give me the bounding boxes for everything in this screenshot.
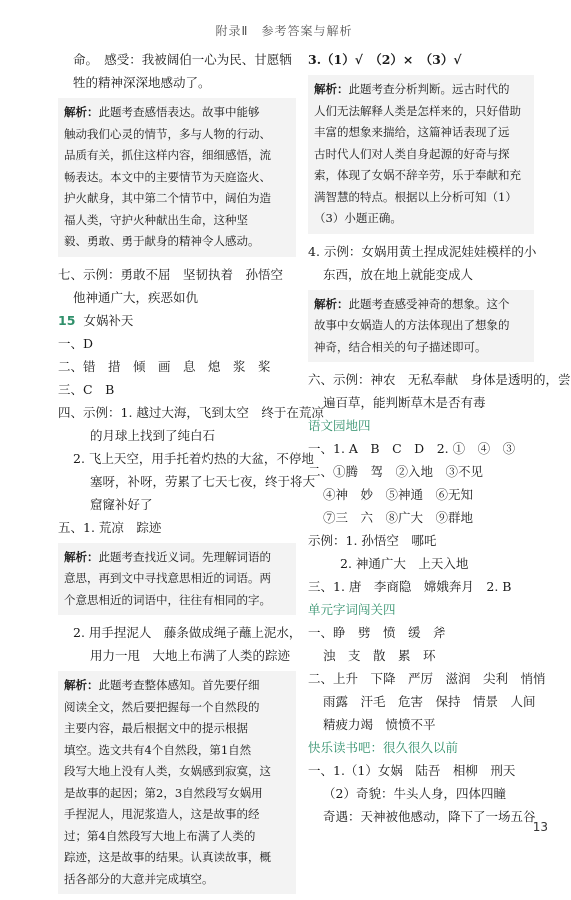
lesson-heading (58, 309, 296, 332)
text-line: 二、①腾 驾 ②入地 ③不见 (308, 464, 484, 479)
text-line: 命。 感受：我被阔伯一心为民、甘愿牺 (73, 52, 292, 67)
text-line: 解析：此题考查找近义词。先理解词语的 (64, 549, 271, 564)
text-line: 阅读全文，然后要把握每一个自然段的 (64, 699, 260, 714)
analysis-box (58, 671, 296, 894)
text-line: 牲的精神深深地感动了。 (73, 75, 211, 90)
text-line: 古时代人们对人类自身起源的好奇与探 (314, 146, 510, 161)
text-line: 解析：此题考查感受神奇的想象。这个 (314, 296, 510, 311)
analysis-box (308, 290, 534, 363)
text-line: 2. 用手捏泥人 藤条做成绳子蘸上泥水， (73, 625, 302, 640)
reading-answers (308, 759, 534, 828)
lesson-number: 15 (58, 312, 76, 328)
analysis-box (58, 98, 296, 257)
text-line: 意思，再到文中寻找意思相近的词语。两 (64, 571, 271, 585)
text-line: ⑦三 六 ⑧广大 ⑨群地 (323, 510, 474, 525)
analysis-label: 解析： (64, 105, 99, 119)
question-7 (58, 263, 296, 309)
text-line: 过；第4自然段写大地上布满了人类的 (64, 828, 256, 843)
text-line: 东西，放在地上就能变成人 (323, 266, 474, 282)
text-line: 一、D (58, 335, 94, 351)
text-line: 福人类，守护火种献出生命，这种坚 (64, 212, 248, 227)
text-line: 一、1.（1）女娲 陆吾 相柳 刑天 (308, 763, 516, 778)
question-4 (308, 240, 537, 286)
text-line: 解析：此题考查感悟表达。故事中能够 (64, 105, 260, 119)
text-line: 二、错 措 倾 画 息 熄 浆 桨 (58, 358, 271, 374)
text-line: 2. 神通广大 上天入地 (340, 556, 469, 571)
text-line: 窟窿补好了 (90, 496, 153, 512)
garden-answers (308, 437, 534, 598)
text-line: 段写大地上没有人类，女娲感到寂寞，这 (64, 764, 271, 778)
text-line: 品质有关，抓住这样内容，细细感悟，流 (64, 148, 271, 162)
text-line: 五、1. 荒凉 踪迹 (58, 519, 162, 535)
text-line: 神奇，结合相关的句子描述即可。 (314, 339, 487, 354)
text-line: 主要内容，最后根据文中的提示根据 (64, 721, 248, 735)
text-line: ④神 妙 ⑤神通 ⑥无知 (323, 487, 474, 502)
text-line: 解析：此题考查分析判断。远古时代的 (314, 82, 510, 96)
text-line: 手捏泥人，甩泥浆造人，这是故事的经 (64, 807, 260, 821)
text-line: 填空。选文共有4个自然段，第1自然 (64, 742, 252, 757)
lesson-title: 女娲补天 (83, 312, 134, 328)
text-line: 人们无法解释人类是怎样来的，只好借助 (314, 103, 521, 118)
text-line: 七、示例：勇敢不屈 坚韧执着 孙悟空 (58, 266, 284, 282)
text-line: 塞呀，补呀，劳累了七天七夜，终于将大 (90, 473, 316, 489)
text-line: 2. 飞上天空，用手托着灼热的大盆，不停地 (73, 450, 314, 466)
text-line: 三、1. 唐 李商隐 嫦娥奔月 2. B (308, 579, 512, 594)
text-line: 毅、勇敢、勇于献身的精神令人感动。 (64, 234, 260, 248)
lesson-answers (58, 332, 324, 539)
text-line: 满智慧的特点。根据以上分析可知（1） (314, 189, 517, 204)
unit-answers (308, 621, 546, 736)
text-line: 二、上升 下降 严厉 滋润 尖利 悄悄 (308, 671, 546, 686)
analysis-box (308, 75, 534, 234)
text-line: 是故事的起因；第2，3自然段写女娲用 (64, 785, 263, 800)
section-heading: 单元字词闯关四 (308, 602, 396, 617)
question-6 (308, 368, 571, 414)
text-line: 的月球上找到了纯白石 (90, 427, 216, 443)
page-number: 13 (532, 820, 548, 834)
text-line: 畅表达。本文中的主要情节为天庭盗火、 (64, 169, 271, 184)
text-line: 丰富的想象来揣给，这篇神话表现了远 (314, 125, 510, 139)
text-line: 触动我们心灵的情节，多与人物的行动、 (64, 126, 271, 141)
text-line: 精疲力竭 愤愤不平 (323, 717, 436, 732)
section-heading: 语文园地四 (308, 418, 371, 433)
text-line: 护火献身，其中第二个情节中，阔伯为造 (64, 191, 271, 205)
text-line: 示例：1. 孙悟空 哪吒 (308, 533, 437, 548)
text-line: 括各部分的大意并完成填空。 (64, 871, 214, 886)
text-line: 奇遇：天神被他感动，降下了一场五谷 (323, 809, 536, 824)
page-header: 附录Ⅱ 参考答案与解析 (215, 24, 353, 38)
question-5-2 (58, 621, 302, 667)
text-line: 索，体现了女娲不辞辛劳，乐于奉献和充 (314, 168, 521, 182)
text-line: 六、示例：神农 无私奉献 身体是透明的，尝 (308, 372, 571, 387)
text-line: 三、C B (58, 381, 115, 397)
text-line: （2）奇貌：牛头人身，四体四瞳 (323, 786, 506, 801)
analysis-box (58, 543, 296, 616)
text-line: 一、1. A B C D 2. ① ④ ③ (308, 441, 516, 456)
analysis-label: 解析： (314, 82, 349, 96)
continued-answer (58, 48, 296, 94)
text-line: 遍百草，能判断草木是否有毒 (323, 395, 486, 410)
analysis-label: 解析： (314, 296, 349, 311)
text-line: 雨露 汗毛 危害 保持 情景 人间 (323, 694, 536, 709)
text-line: 四、示例：1. 越过大海，飞到太空 终于在荒凉 (58, 404, 324, 420)
analysis-label: 解析： (64, 549, 99, 564)
text-line: 用力一甩 大地上布满了人类的踪迹 (90, 648, 291, 663)
text-line: 浊 支 散 累 环 (323, 648, 436, 663)
text-line: 踪迹，这是故事的结果。认真读故事，概 (64, 850, 271, 864)
text-line: 解析：此题考查整体感知。首先要仔细 (64, 678, 260, 692)
text-line: 4. 示例：女娲用黄土捏成泥娃娃模样的小 (308, 243, 537, 259)
text-line: 个意思相近的词语中，往往有相同的字。 (64, 592, 271, 607)
section-heading: 快乐读书吧：很久很久以前 (308, 740, 459, 755)
question-3: 3.（1）√ （2）× （3）√ (308, 52, 462, 67)
text-line: （3）小题正确。 (314, 211, 402, 225)
text-line: 一、睁 劈 愤 缓 斧 (308, 625, 446, 640)
analysis-label: 解析： (64, 678, 99, 692)
text-line: 他神通广大，疾恶如仇 (73, 289, 199, 305)
left-column (58, 48, 324, 900)
right-column (308, 48, 571, 828)
text-line: 故事中女娲造人的方法体现出了想象的 (314, 318, 510, 332)
